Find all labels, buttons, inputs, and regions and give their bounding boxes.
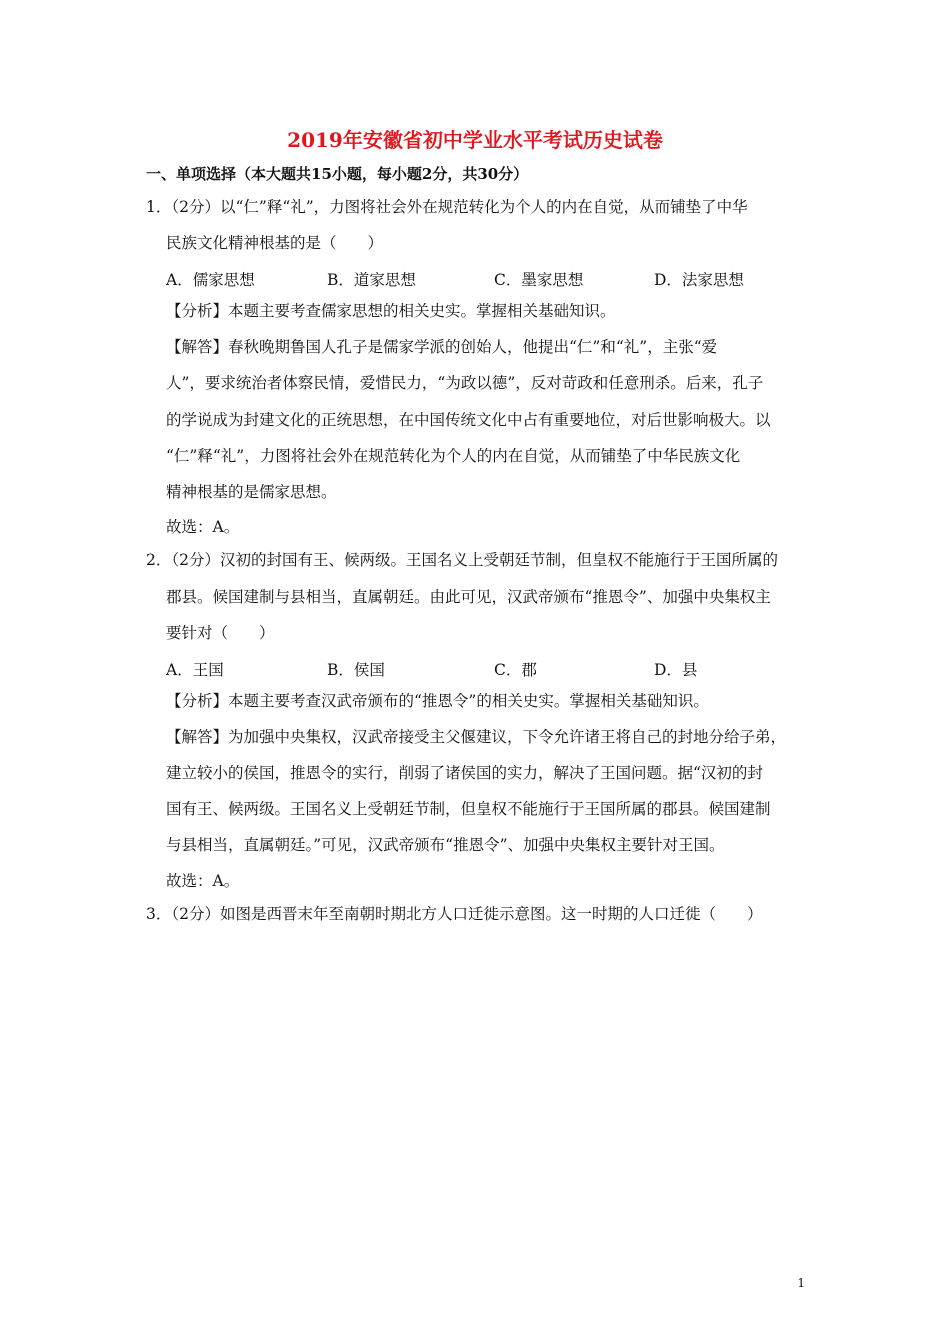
- q2-stem-line-3: 要针对（ ）: [166, 624, 275, 642]
- page-number: 1: [797, 1276, 805, 1290]
- q2-answer-line-2: 建立较小的侯国，推恩令的实行，削弱了诸侯国的实力，解决了王国问题。据“汉初的封: [166, 764, 763, 782]
- q1-analysis: 【分析】本题主要考查儒家思想的相关史实。掌握相关基础知识。: [166, 302, 616, 320]
- q2-answer-line-4: 与县相当，直属朝廷。”可见，汉武帝颁布“推恩令”、加强中央集权主要针对王国。: [166, 836, 725, 854]
- q2-option-a: A．王国: [166, 661, 224, 679]
- q1-answer-line-1: 【解答】春秋晚期鲁国人孔子是儒家学派的创始人，他提出“仁”和“礼”，主张“爱: [166, 338, 718, 356]
- q2-choice: 故选：A。: [166, 872, 240, 890]
- q1-answer-line-3: 的学说成为封建文化的正统思想，在中国传统文化中占有重要地位，对后世影响极大。以: [166, 411, 771, 429]
- q1-choice: 故选：A。: [166, 518, 240, 536]
- q2-stem-line-1: 2．（2分）汉初的封国有王、候两级。王国名义上受朝廷节制，但皇权不能施行于王国所属的: [146, 551, 778, 569]
- q2-option-d: D．县: [654, 661, 698, 679]
- q2-option-c: C．郡: [494, 661, 537, 679]
- q1-answer-line-4: “仁”释“礼”，力图将社会外在规范转化为个人的内在自觉，从而铺垫了中华民族文化: [166, 447, 741, 465]
- page-title: 2019年安徽省初中学业水平考试历史试卷: [287, 128, 663, 152]
- q1-answer-line-5: 精神根基的是儒家思想。: [166, 483, 337, 501]
- q2-option-b: B．侯国: [327, 661, 385, 679]
- q1-stem-line-1: 1．（2分）以“仁”释“礼”，力图将社会外在规范转化为个人的内在自觉，从而铺垫了中华: [146, 198, 748, 216]
- q1-option-b: B．道家思想: [327, 271, 416, 289]
- q2-answer-line-3: 国有王、候两级。王国名义上受朝廷节制，但皇权不能施行于王国所属的郡县。候国建制: [166, 800, 771, 818]
- section-heading: 一、单项选择（本大题共15小题，每小题2分，共30分）: [146, 165, 529, 183]
- q1-option-a: A．儒家思想: [166, 271, 255, 289]
- q3-stem-line-1: 3．（2分）如图是西晋末年至南朝时期北方人口迁徙示意图。这一时期的人口迁徙（ ）: [146, 905, 763, 923]
- q1-option-c: C．墨家思想: [494, 271, 584, 289]
- q1-stem-line-2: 民族文化精神根基的是（ ）: [166, 234, 384, 252]
- q2-stem-line-2: 郡县。候国建制与县相当，直属朝廷。由此可见，汉武帝颁布“推恩令”、加强中央集权主: [166, 588, 771, 606]
- q1-answer-line-2: 人”，要求统治者体察民情，爱惜民力，“为政以德”，反对苛政和任意刑杀。后来，孔子: [166, 374, 764, 392]
- q2-analysis: 【分析】本题主要考查汉武帝颁布的“推恩令”的相关史实。掌握相关基础知识。: [166, 692, 709, 710]
- q1-option-d: D．法家思想: [654, 271, 744, 289]
- q2-answer-line-1: 【解答】为加强中央集权，汉武帝接受主父偃建议，下令允许诸王将自己的封地分给子弟，: [166, 728, 787, 746]
